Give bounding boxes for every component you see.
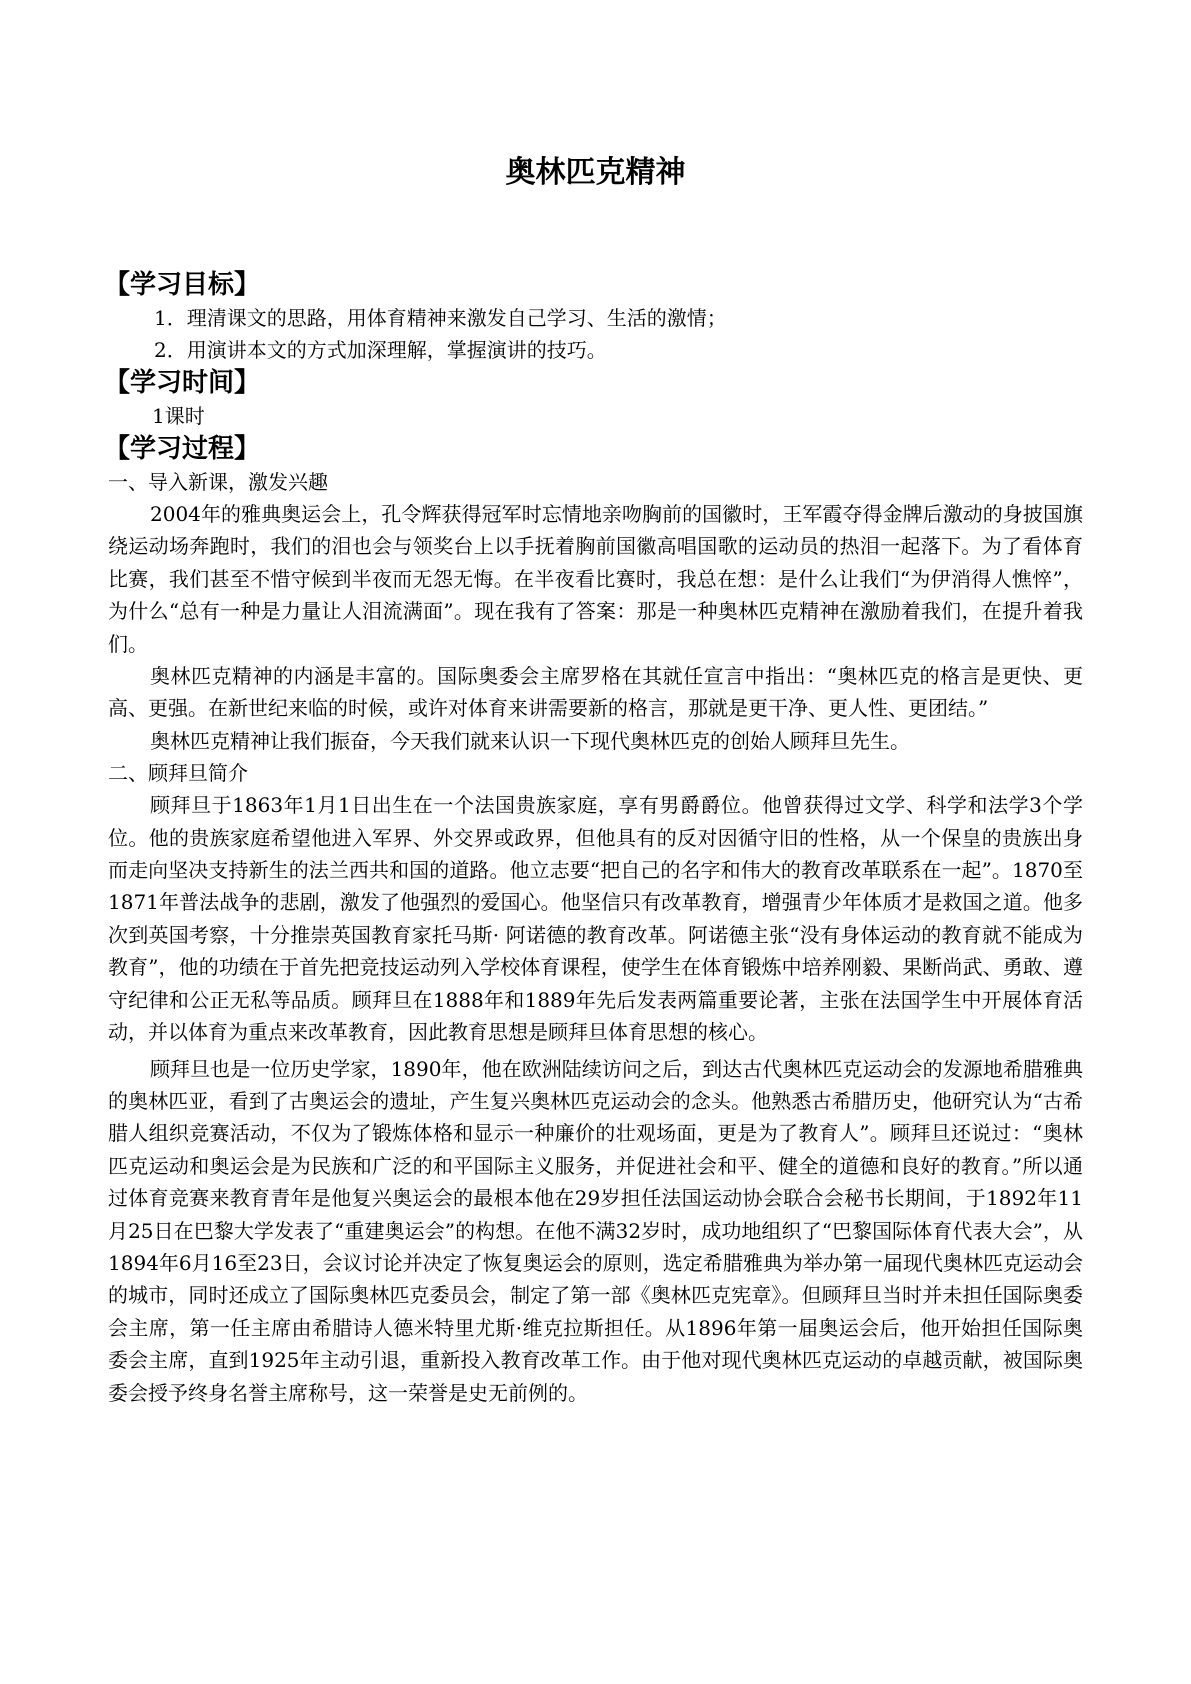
- time-value: 1课时: [152, 404, 205, 428]
- goal-item: 1．理清课文的思路，用体育精神来激发自己学习、生活的激情；: [154, 306, 727, 330]
- process-heading: 【学习过程】: [104, 434, 261, 464]
- document-body: [104, 268, 1083, 1409]
- time-heading: 【学习时间】: [104, 368, 261, 398]
- paragraph: 顾拜旦于1863年1月1日出生在一个法国贵族家庭，享有男爵爵位。他曾获得过文学、科学和法学3个学位。他的贵族家庭希望他进入军界、外交界或政界，但他具有的反对因循守旧的性格，从一个保皇的贵族出身而走向坚决支持新生的法兰西共和国的道路。他立志要“把自己的名字和伟大的教育改革联系在一起”。1870至1871年普法战争的悲剧，激发了他强烈的爱国心。他坚信只有改革教育，增强青少年体质才是救国之道。他多次到英国考察，十分推崇英国教育家托马斯· 阿诺德的教育改革。阿诺德主张“没有身体运动的教育就不能成为教育”，他的功绩在于首先把竞技运动列入学校体育课程，使学生在体育锻炼中培养刚毅、果断尚武、勇敢、遵守纪律和公正无私等品质。顾拜旦在1888年和1889年先后发表两篇重要论著，主张在法国学生中开展体育活动，并以体育为重点来改革教育，因此教育思想是顾拜旦体育思想的核心。: [108, 793, 1083, 1045]
- part-heading: 二、顾拜旦简介: [108, 761, 248, 786]
- paragraph: 顾拜旦也是一位历史学家，1890年，他在欧洲陆续访问之后，到达古代奥林匹克运动会的发源地希腊雅典的奥林匹亚，看到了古奥运会的遗址，产生复兴奥林匹克运动会的念头。他熟悉古希腊历史，他研究认为“古希腊人组织竞赛活动，不仅为了锻炼体格和显示一种廉价的壮观场面，更是为了教育人”。顾拜旦还说过：“奥林匹克运动和奥运会是为民族和广泛的和平国际主义服务，并促进社会和平、健全的道德和良好的教育。”所以通过体育竞赛来教育青年是他复兴奥运会的最根本他在29岁担任法国运动协会联合会秘书长期间，于1892年11月25日在巴黎大学发表了“重建奥运会”的构想。在他不满32岁时，成功地组织了“巴黎国际体育代表大会”，从1894年6月16至23日，会议讨论并决定了恢复奥运会的原则，选定希腊雅典为举办第一届现代奥林匹克运动会的城市，同时还成立了国际奥林匹克委员会，制定了第一部《奥林匹克宪章》。但顾拜旦当时并未担任国际奥委会主席，第一任主席由希腊诗人德米特里尤斯·维克拉斯担任。从1896年第一届奥运会后，他开始担任国际奥委会主席，直到1925年主动引退，重新投入教育改革工作。由于他对现代奥林匹克运动的卓越贡献，被国际奥委会授予终身名誉主席称号，这一荣誉是史无前例的。: [108, 1056, 1083, 1405]
- part-heading: 一、导入新课，激发兴趣: [108, 470, 328, 494]
- paragraph: 奥林匹克精神让我们振奋，今天我们就来认识一下现代奥林匹克的创始人顾拜旦先生。: [150, 728, 910, 753]
- goals-heading: 【学习目标】: [104, 270, 261, 300]
- paragraph: 2004年的雅典奥运会上，孔令辉获得冠军时忘情地亲吻胸前的国徽时，王军霞夺得金牌后激动的身披国旗绕运动场奔跑时，我们的泪也会与领奖台上以手抚着胸前国徽高唱国歌的运动员的热泪一起落下。为了看体育比赛，我们甚至不惜守候到半夜而无怨无悔。在半夜看比赛时，我总在想：是什么让我们“为伊消得人憔悴”，为什么“总有一种是力量让人泪流满面”。现在我有了答案：那是一种奥林匹克精神在激励着我们，在提升着我们。: [108, 502, 1083, 656]
- goal-item: 2．用演讲本文的方式加深理解，掌握演讲的技巧。: [154, 338, 607, 362]
- paragraph: 奥林匹克精神的内涵是丰富的。国际奥委会主席罗格在其就任宣言中指出：“奥林匹克的格言是更快、更高、更强。在新世纪来临的时候，或许对体育来讲需要新的格言，那就是更干净、更人性、更团结。”: [108, 664, 1083, 721]
- document-title: 奥林匹克精神: [505, 155, 686, 190]
